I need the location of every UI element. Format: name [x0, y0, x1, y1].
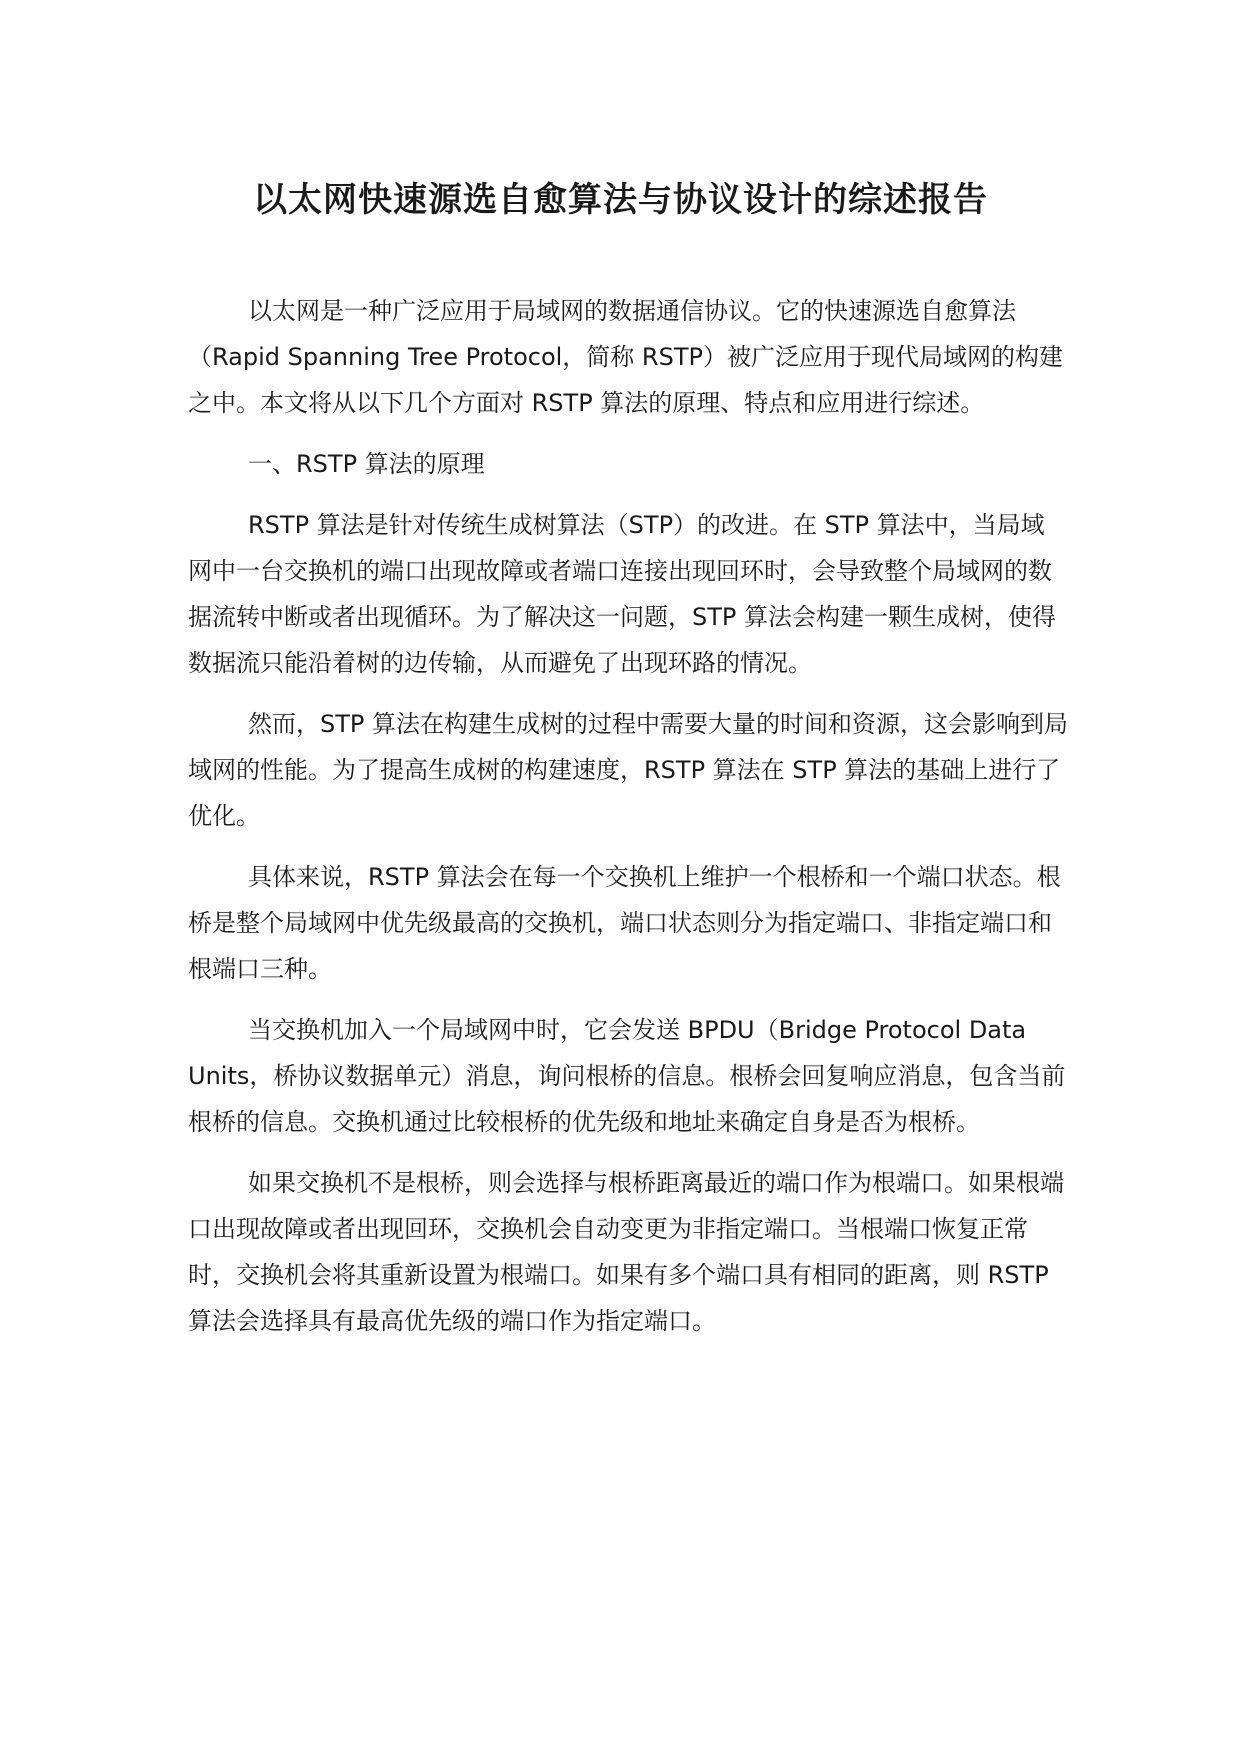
document-title: 以太网快速源选自愈算法与协议设计的综述报告 — [253, 180, 988, 220]
body-paragraph: 如果交换机不是根桥，则会选择与根桥距离最近的端口作为根端口。如果根端口出现故障或者出现回环，交换机会自动变更为非指定端口。当根端口恢复正常时，交换机会将其重新设置为根端口。如果有多个端口具有相同的距离，则 RSTP 算法会选择具有最高优先级的端口作为指定端口。 — [188, 1169, 1064, 1335]
body-paragraph: 具体来说，RSTP 算法会在每一个交换机上维护一个根桥和一个端口状态。根桥是整个局域网中优先级最高的交换机，端口状态则分为指定端口、非指定端口和根端口三种。 — [188, 863, 1061, 983]
body-paragraph: RSTP 算法是针对传统生成树算法（STP）的改进。在 STP 算法中，当局域网中一台交换机的端口出现故障或者端口连接出现回环时，会导致整个局域网的数据流转中断或者出现循环。为了解决这一问题，STP 算法会构建一颗生成树，使得数据流只能沿着树的边传输，从而避免了出现环路的情况。 — [188, 511, 1056, 677]
section-heading: 一、RSTP 算法的原理 — [248, 450, 485, 478]
body-paragraph: 当交换机加入一个局域网中时，它会发送 BPDU（Bridge Protocol Data Units，桥协议数据单元）消息，询问根桥的信息。根桥会回复响应消息，包含当前根桥的信息。交换机通过比较根桥的优先级和地址来确定自身是否为根桥。 — [188, 1016, 1066, 1136]
intro-paragraph: 以太网是一种广泛应用于局域网的数据通信协议。它的快速源选自愈算法（Rapid Spanning Tree Protocol，简称 RSTP）被广泛应用于现代局域网的构建之中。本文将从以下几个方面对 RSTP 算法的原理、特点和应用进行综述。 — [188, 297, 1063, 417]
document-body — [188, 288, 1068, 1359]
body-paragraph: 然而，STP 算法在构建生成树的过程中需要大量的时间和资源，这会影响到局域网的性能。为了提高生成树的构建速度，RSTP 算法在 STP 算法的基础上进行了优化。 — [188, 710, 1068, 830]
